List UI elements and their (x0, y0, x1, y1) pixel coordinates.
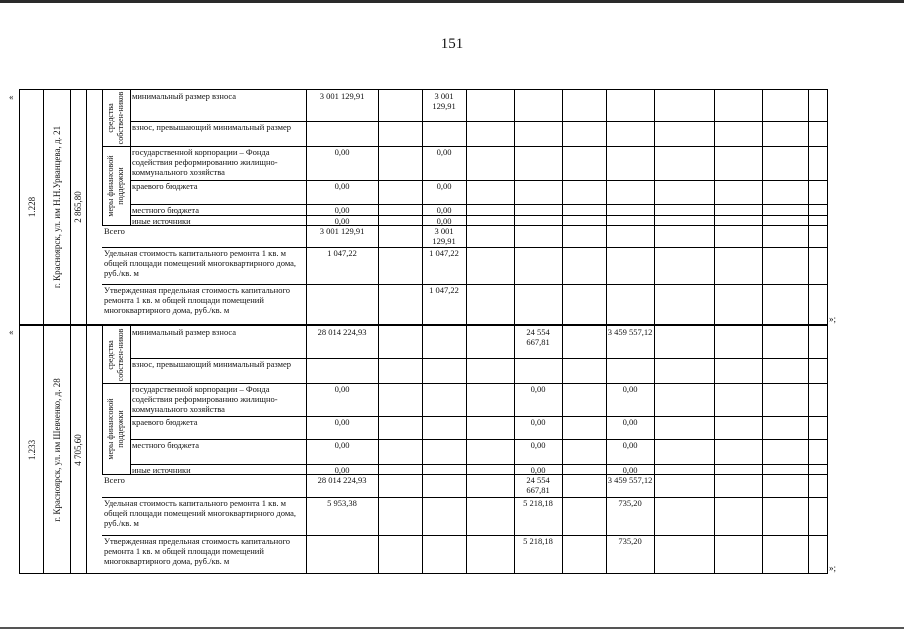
row-label-approved: Утвержденная предельная стоимость капитального ремонта 1 кв. м общей площади помещений многоквартирного дома, руб./кв. м (104, 536, 290, 566)
value-specific-c3: 1 047,22 (429, 248, 459, 258)
row-label-min: минимальный размер взноса (132, 327, 237, 337)
row-label-approved: Утвержденная предельная стоимость капитального ремонта 1 кв. м общей площади помещений многоквартирного дома, руб./кв. м (104, 285, 290, 315)
house-block-1228 (19, 89, 828, 325)
value-regional-c3: 0,00 (436, 181, 452, 191)
close-quote-2: »; (829, 563, 837, 573)
grid-vline (808, 90, 809, 324)
value-corp-c5: 0,00 (530, 384, 546, 394)
row-label-corp: государственной корпорации – Фонда содействия реформированию жилищно-коммунального хозяйства (132, 384, 278, 414)
group-financial-support: меры финансовой поддержки (106, 397, 125, 460)
grid-vline (714, 90, 715, 324)
value-min-c5: 24 554 667,81 (526, 327, 550, 347)
value-min-c1: 28 014 224,93 (317, 327, 367, 337)
grid-vline (606, 90, 607, 324)
value-local-c5: 0,00 (530, 440, 546, 450)
row-label-over: взнос, превышающий минимальный размер (132, 359, 292, 369)
value-local-c1: 0,00 (334, 205, 350, 215)
open-quote-1: « (9, 92, 14, 102)
grid-vline (86, 326, 87, 573)
group-owners-funds: средства собствен-ников (106, 91, 125, 145)
value-other-c3: 0,00 (436, 216, 452, 225)
value-min-c3: 3 001 129,91 (432, 91, 456, 111)
value-local-c3: 0,00 (436, 205, 452, 215)
row-label-min: минимальный размер взноса (132, 91, 237, 101)
grid-vline (562, 90, 563, 324)
grid-vline (43, 326, 44, 573)
value-min-c1: 3 001 129,91 (319, 91, 365, 101)
grid-vline (43, 90, 44, 324)
value-other-c5: 0,00 (530, 465, 546, 474)
value-other-c1: 0,00 (334, 465, 350, 474)
item-number: 1.233 (26, 439, 37, 460)
value-approved-c3: 1 047,22 (429, 285, 459, 295)
value-total-c5: 24 554 667,81 (526, 475, 550, 495)
grid-vline (102, 90, 103, 225)
grid-vline (654, 90, 655, 324)
value-total-c1: 28 014 224,93 (317, 475, 367, 485)
row-label-corp: государственной корпорации – Фонда содействия реформированию жилищно-коммунального хозяйства (132, 147, 278, 177)
house-block-1233 (19, 325, 828, 574)
grid-vline (466, 90, 467, 324)
value-local-c1: 0,00 (334, 440, 350, 450)
row-label-over: взнос, превышающий минимальный размер (132, 122, 292, 132)
grid-vline (86, 90, 87, 324)
grid-vline (70, 326, 71, 573)
value-min-c7: 3 459 557,12 (607, 327, 653, 337)
value-specific-c5: 5 218,18 (523, 498, 553, 508)
row-label-other: иные источники (132, 465, 191, 474)
grid-vline (70, 90, 71, 324)
row-label-specific: Удельная стоимость капитального ремонта 1 кв. м общей площади помещений многоквартирного дома, руб./кв. м (104, 498, 297, 528)
value-specific-c1: 1 047,22 (327, 248, 357, 258)
row-label-regional: краевого бюджета (132, 181, 198, 191)
value-total-c1: 3 001 129,91 (319, 226, 365, 236)
value-regional-c5: 0,00 (530, 417, 546, 427)
group-financial-support: меры финансовой поддержки (106, 154, 125, 217)
row-label-local: местного бюджета (132, 440, 199, 450)
house-area: 4 705,60 (73, 433, 83, 466)
value-corp-c1: 0,00 (334, 384, 350, 394)
grid-vline (102, 326, 103, 474)
row-label-total: Всего (104, 475, 125, 485)
item-number: 1.228 (26, 196, 37, 218)
value-specific-c1: 5 953,38 (327, 498, 357, 508)
grid-vline (378, 90, 379, 324)
close-quote-1: »; (829, 314, 837, 324)
value-other-c1: 0,00 (334, 216, 350, 225)
value-approved-c7: 735,20 (618, 536, 642, 546)
house-address: г. Красноярск, ул. им Н.Н.Урванцева, д. 21 (51, 125, 62, 289)
value-approved-c5: 5 218,18 (523, 536, 553, 546)
value-regional-c7: 0,00 (622, 417, 638, 427)
top-edge-line (0, 0, 904, 3)
house-address: г. Красноярск, ул. им Шевченко, д. 28 (51, 377, 62, 522)
bottom-edge-line (0, 627, 904, 629)
value-other-c7: 0,00 (622, 465, 638, 474)
value-corp-c7: 0,00 (622, 384, 638, 394)
open-quote-2: « (9, 327, 14, 337)
row-label-regional: краевого бюджета (132, 417, 198, 427)
value-specific-c7: 735,20 (618, 498, 642, 508)
house-area: 2 865,80 (73, 191, 83, 223)
row-label-local: местного бюджета (132, 205, 199, 215)
value-regional-c1: 0,00 (334, 417, 350, 427)
value-total-c3: 3 001 129,91 (432, 226, 456, 246)
page-number: 151 (440, 36, 464, 52)
group-owners-funds: средства собствен-ников (106, 328, 125, 381)
row-label-other: иные источники (132, 216, 191, 225)
value-regional-c1: 0,00 (334, 181, 350, 191)
value-corp-c1: 0,00 (334, 147, 350, 157)
value-total-c7: 3 459 557,12 (607, 475, 653, 485)
value-local-c7: 0,00 (622, 440, 638, 450)
row-label-specific: Удельная стоимость капитального ремонта 1 кв. м общей площади помещений многоквартирного дома, руб./кв. м (104, 248, 297, 278)
grid-vline (514, 90, 515, 324)
row-label-total: Всего (104, 226, 125, 236)
grid-vline (762, 90, 763, 324)
value-corp-c3: 0,00 (436, 147, 452, 157)
